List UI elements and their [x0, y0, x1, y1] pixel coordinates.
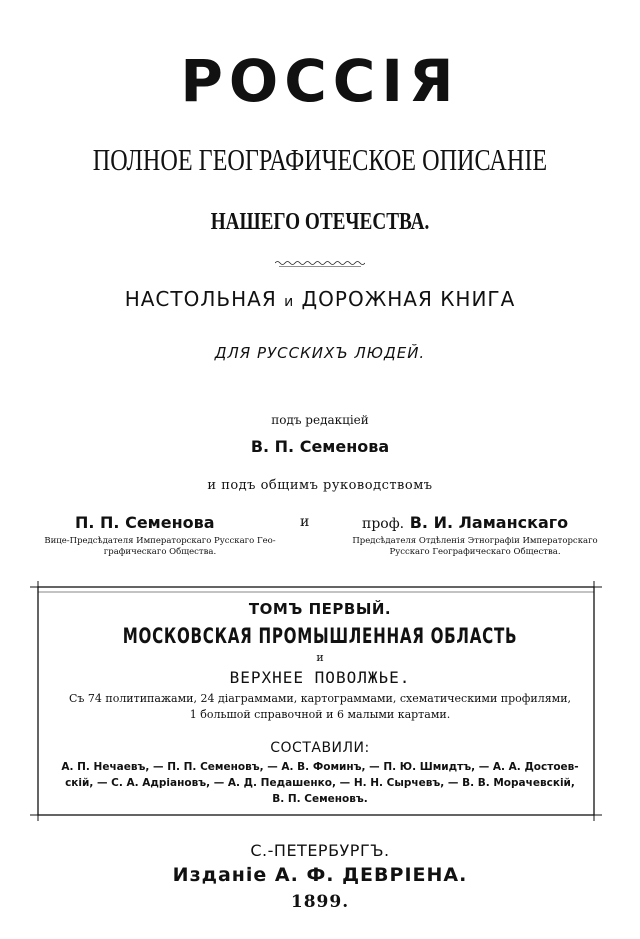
book-title: РОССІЯ	[180, 47, 460, 115]
year: 1899.	[290, 892, 350, 912]
general-direction-label: и подъ общимъ руководствомъ	[207, 478, 433, 493]
volume-description-1: Съ 74 политипажами, 24 діаграммами, картограммами, схематическими профилями,	[68, 692, 572, 705]
director-left-note-2: графическаго Общества.	[103, 547, 217, 557]
editor-label: подъ редакціей	[271, 413, 369, 427]
director-right-prefix: проф.	[362, 516, 405, 532]
audience: ДЛЯ РУССКИХЪ ЛЮДЕЙ.	[214, 344, 426, 362]
directors-and: и	[300, 514, 310, 530]
book-type-part1: НАСТОЛЬНАЯ	[124, 287, 277, 311]
authors-line-1: А. П. Нечаевъ, — П. П. Семеновъ, — А. В. Фоминъ, — П. Ю. Шмидтъ, — А. А. Достоев-	[61, 761, 579, 773]
authors-line-3: В. П. Семеновъ.	[272, 793, 368, 805]
book-type-part2: ДОРОЖНАЯ КНИГА	[301, 287, 516, 311]
volume-region-2: ВЕРХНЕЕ ПОВОЛЖЬЕ.	[229, 668, 411, 687]
director-right-note-2: Русскаго Географическаго Общества.	[389, 547, 561, 557]
director-left-note-1: Вице-Предсѣдателя Императорскаго Русскаго Гео-	[44, 536, 276, 546]
director-left-name: П. П. Семенова	[75, 513, 215, 532]
subtitle-line-1: ПОЛНОЕ ГЕОГРАФИЧЕСКОЕ ОПИСАНІЕ	[92, 142, 548, 177]
director-right-note-1: Предсѣдателя Отдѣленія Этнографіи Императорскаго	[352, 536, 598, 546]
publisher: Изданіе А. Ф. ДЕВРІЕНА.	[172, 864, 468, 886]
volume-and: и	[316, 651, 324, 664]
wavy-divider	[275, 260, 365, 268]
volume-label: ТОМЪ ПЕРВЫЙ.	[248, 600, 392, 618]
volume-description-2: 1 большой справочной и 6 малыми картами.	[189, 708, 451, 721]
city: С.-ПЕТЕРБУРГЪ.	[250, 841, 390, 860]
compiled-label: СОСТАВИЛИ:	[270, 740, 370, 756]
director-right	[362, 512, 568, 535]
book-type	[0, 284, 640, 317]
book-type-conj: и	[284, 294, 295, 310]
subtitle-line-2: НАШЕГО ОТЕЧЕСТВА.	[210, 209, 430, 235]
director-right-name: В. И. Ламанскаго	[409, 513, 569, 532]
authors-line-2: скій, — С. А. Адріановъ, — А. Д. Педашенко, — Н. Н. Сырчевъ, — В. В. Морачевскій,	[65, 777, 575, 789]
editor-name: В. П. Семенова	[250, 437, 390, 456]
volume-region: МОСКОВСКАЯ ПРОМЫШЛЕННАЯ ОБЛАСТЬ	[122, 624, 518, 648]
